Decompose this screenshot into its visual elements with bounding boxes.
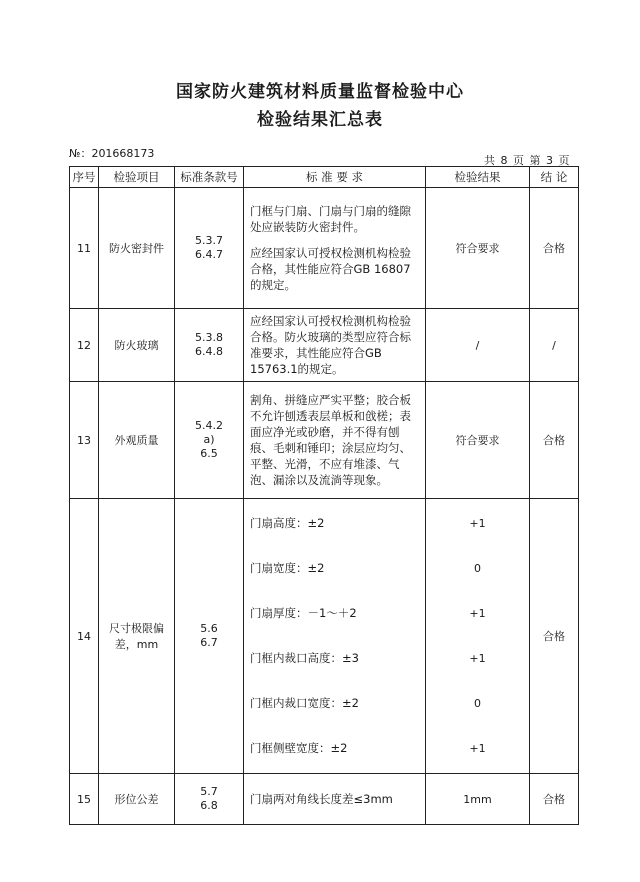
row-result: /: [426, 309, 530, 382]
row-conclusion: 合格: [530, 188, 579, 309]
row-item: 尺寸极限偏差，mm: [99, 499, 175, 774]
row-clause: 5.4.2 a) 6.5: [175, 382, 244, 499]
row-item: 外观质量: [99, 382, 175, 499]
row-result: 符合要求: [426, 188, 530, 309]
row-requirement: 应经国家认可授权检测机构检验合格。防火玻璃的类型应符合标准要求，其性能应符合GB 15763.1的规定。: [244, 309, 426, 382]
row-clause: 5.3.8 6.4.8: [175, 309, 244, 382]
header-clause: 标准条款号: [175, 167, 244, 188]
document-number: №：201668173: [69, 147, 155, 160]
row-conclusion: 合格: [530, 382, 579, 499]
row-requirement: 门框与门扇、门扇与门扇的缝隙处应嵌装防火密封件。 应经国家认可授权检测机构检验合格，其性能应符合GB 16807的规定。: [244, 188, 426, 309]
header-requirement: 标 准 要 求: [244, 167, 426, 188]
header-result: 检验结果: [426, 167, 530, 188]
table-row: [70, 188, 579, 309]
row-conclusion: 合格: [530, 499, 579, 774]
row-clause: 5.6 6.7: [175, 499, 244, 774]
row-conclusion: /: [530, 309, 579, 382]
results-table: [69, 166, 579, 825]
table-row: [70, 382, 579, 499]
table-row: [70, 499, 579, 774]
row-clause: 5.3.7 6.4.7: [175, 188, 244, 309]
row-result: +1 0 +1 +1 0 +1: [426, 499, 530, 774]
row-clause: 5.7 6.8: [175, 774, 244, 825]
header-item: 检验项目: [99, 167, 175, 188]
row-no: 15: [70, 774, 99, 825]
row-no: 13: [70, 382, 99, 499]
row-no: 11: [70, 188, 99, 309]
row-requirement: 割角、拼缝应严实平整；胶合板不允许刨透表层单板和戗槎；表面应净光或砂磨，并不得有刨痕、毛刺和锤印；涂层应均匀、平整、光滑，不应有堆漆、气泡、漏涂以及流淌等现象。: [244, 382, 426, 499]
table-row: [70, 309, 579, 382]
row-requirement: 门扇高度：±2 门扇宽度：±2 门扇厚度：－1～＋2 门框内裁口高度：±3 门框内裁口宽度：±2 门框侧壁宽度：±2: [244, 499, 426, 774]
row-result: 1mm: [426, 774, 530, 825]
row-requirement: 门扇两对角线长度差≤3mm: [244, 774, 426, 825]
report-subtitle: 检验结果汇总表: [257, 110, 383, 130]
table-row: [70, 774, 579, 825]
table-header-row: [70, 167, 579, 188]
header-no: 序号: [70, 167, 99, 188]
row-item: 形位公差: [99, 774, 175, 825]
row-item: 防火玻璃: [99, 309, 175, 382]
page-info: 共 8 页 第 3 页: [484, 154, 571, 167]
row-result: 符合要求: [426, 382, 530, 499]
row-conclusion: 合格: [530, 774, 579, 825]
row-no: 14: [70, 499, 99, 774]
row-no: 12: [70, 309, 99, 382]
row-item: 防火密封件: [99, 188, 175, 309]
header-conclusion: 结 论: [530, 167, 579, 188]
report-title: 国家防火建筑材料质量监督检验中心: [176, 82, 464, 102]
